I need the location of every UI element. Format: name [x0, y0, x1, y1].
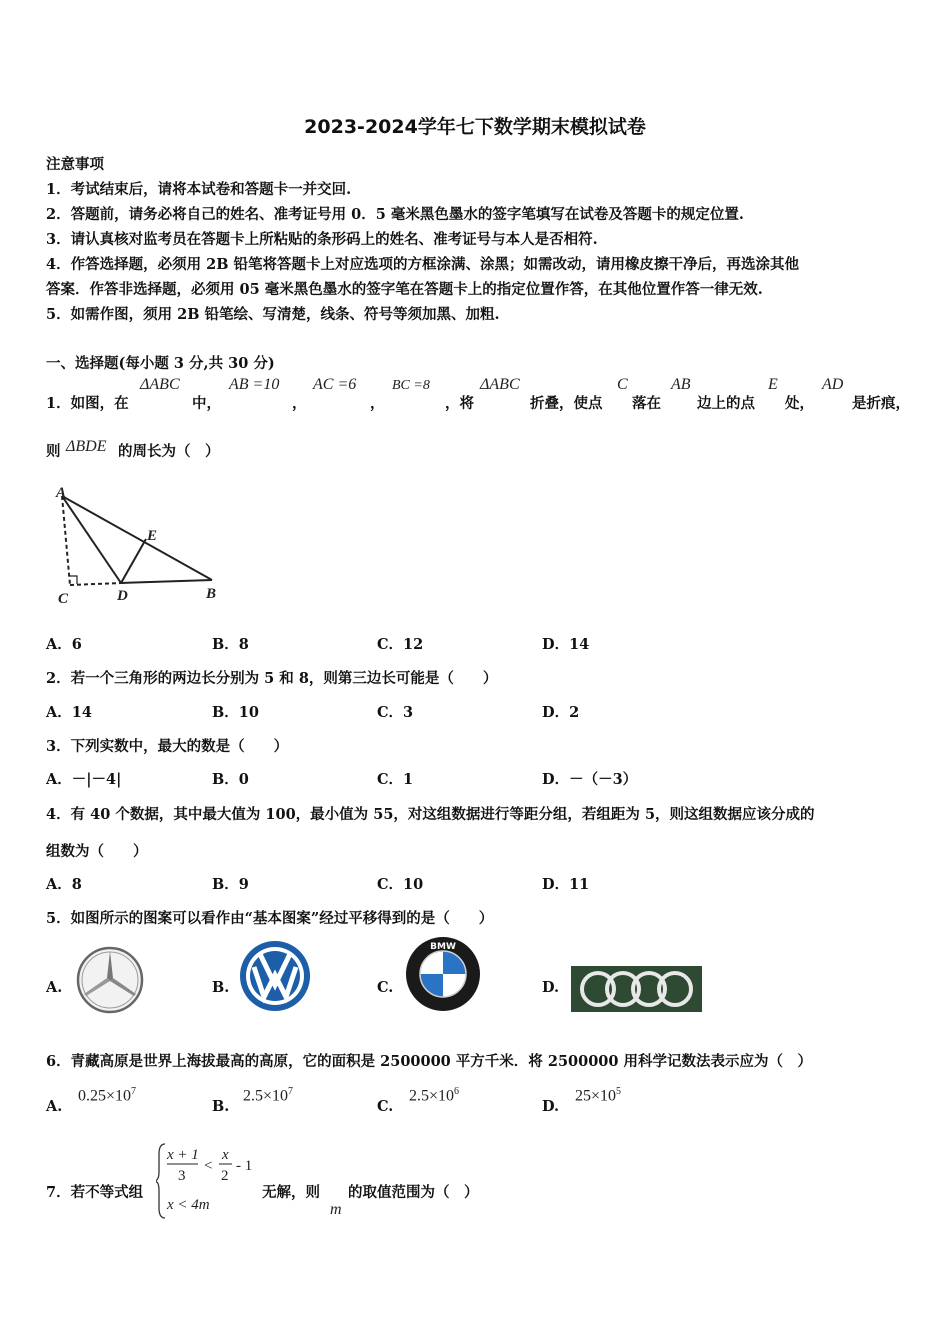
option-value: $25\times 10^5$: [575, 1086, 622, 1105]
q7-text: 无解，则: [262, 1184, 320, 1201]
q1-math: ΔABC: [480, 376, 520, 393]
option-c: C.: [377, 979, 394, 996]
ineq1-num: x + 1: [167, 1147, 199, 1163]
ineq1-rden: 2: [221, 1168, 229, 1184]
q1-text: 中，: [192, 395, 221, 412]
option-value: $2.5\times 10^7$: [243, 1086, 294, 1105]
q1-text: 处，: [785, 395, 814, 412]
ineq1-lt: <: [204, 1158, 213, 1174]
notice-item: 答案．作答非选择题，必须用 05 毫米黑色墨水的签字笔在答题卡上的指定位置作答，在其他位置作答一律无效.: [46, 281, 763, 298]
option-a: A.: [46, 979, 63, 996]
q1-math: AC =6: [313, 376, 357, 393]
q1-math: E: [768, 376, 778, 393]
mercedes-logo-icon: [75, 945, 145, 1015]
q7-text: 7．若不等式组: [46, 1184, 144, 1201]
ineq1-tail: - 1: [236, 1158, 253, 1174]
q1-text: 则: [46, 443, 61, 460]
option-b: B.: [212, 1098, 230, 1115]
vw-logo-icon: [238, 939, 312, 1013]
q1-text: 1．如图，在: [46, 395, 129, 412]
q1-text: ，: [370, 395, 385, 412]
option-a: A．6: [46, 636, 82, 653]
q1-math: BC =8: [392, 378, 430, 393]
q5-text: 5．如图所示的图案可以看作由“基本图案”经过平移得到的是（ ）: [46, 910, 494, 927]
q1-text: 是折痕，: [852, 395, 910, 412]
q1-text: 的周长为（ ）: [118, 443, 220, 460]
q3-text: 3．下列实数中，最大的数是（ ）: [46, 738, 289, 755]
option-c: C．1: [377, 771, 414, 788]
section-heading: 一、选择题(每小题 3 分,共 30 分): [46, 355, 275, 372]
notice-item: 4．作答选择题，必须用 2B 铅笔将答题卡上对应选项的方框涂满、涂黑；如需改动，请用橡皮擦干净后，再选涂其他: [46, 256, 800, 273]
q7-text: 的取值范围为（ ）: [348, 1184, 479, 1201]
option-a: A．8: [46, 876, 82, 893]
option-d: D．2: [542, 704, 580, 721]
q1-math: C: [617, 376, 628, 393]
page-title: 2023-2024学年七下数学期末模拟试卷: [304, 116, 646, 138]
q1-text: 落在: [632, 395, 661, 412]
q7-var: m: [330, 1201, 342, 1218]
q4-text: 4．有 40 个数据，其中最大值为 100，最小值为 55，对这组数据进行等距分组，若组距为 5，则这组数据应该分成的: [46, 806, 815, 823]
option-d: D.: [542, 979, 560, 996]
q1-math: AB =10: [229, 376, 280, 393]
q1-math: ΔBDE: [66, 438, 107, 455]
svg-text:BMW: BMW: [430, 942, 456, 952]
notice-heading: 注意事项: [46, 156, 104, 173]
option-b: B．0: [212, 771, 249, 788]
q1-text: ，将: [445, 395, 474, 412]
point-label: C: [58, 591, 69, 607]
ineq2: x < 4m: [167, 1197, 210, 1213]
q1-text: 边上的点: [697, 395, 755, 412]
ineq1-den: 3: [178, 1168, 186, 1184]
point-label: B: [206, 586, 217, 602]
point-label: A: [56, 485, 67, 501]
option-c: C．12: [377, 636, 424, 653]
notice-item: 1．考试结束后，请将本试卷和答题卡一并交回.: [46, 181, 352, 198]
option-b: B．10: [212, 704, 259, 721]
q6-text: 6．青藏高原是世界上海拔最高的高原，它的面积是 2500000 平方千米．将 2500000 用科学记数法表示应为（ ）: [46, 1053, 813, 1070]
option-a: A．－|－4|: [46, 771, 122, 788]
q2-text: 2．若一个三角形的两边长分别为 5 和 8，则第三边长可能是（ ）: [46, 670, 498, 687]
option-d: D．14: [542, 636, 590, 653]
option-c: C．3: [377, 704, 414, 721]
option-b: B．9: [212, 876, 249, 893]
notice-item: 3．请认真核对监考员在答题卡上所粘贴的条形码上的姓名、准考证号与本人是否相符.: [46, 231, 598, 248]
option-b: B.: [212, 979, 230, 996]
q4-text: 组数为（ ）: [46, 843, 148, 860]
q1-math: AD: [822, 376, 844, 393]
q1-math: ΔABC: [140, 376, 180, 393]
option-c: C．10: [377, 876, 424, 893]
option-c: C.: [377, 1098, 394, 1115]
notice-item: 2．答题前，请务必将自己的姓名、准考证号用 0．5 毫米黑色墨水的签字笔填写在试卷及答题卡的规定位置.: [46, 206, 744, 223]
q1-math: AB: [671, 376, 691, 393]
ineq1-rnum: x: [222, 1147, 229, 1163]
q1-text: ，: [292, 395, 307, 412]
option-d: D.: [542, 1098, 560, 1115]
notice-item: 5．如需作图，须用 2B 铅笔绘、写清楚，线条、符号等须加黑、加粗.: [46, 306, 500, 323]
option-value: $2.5\times 10^6$: [409, 1086, 460, 1105]
inequality-system: [156, 1140, 256, 1222]
point-label: D: [117, 588, 128, 604]
triangle-figure: [48, 482, 228, 607]
option-a: A．14: [46, 704, 92, 721]
option-d: D．－（－3）: [542, 771, 638, 788]
option-value: $0.25\times 10^7$: [78, 1086, 137, 1105]
q1-text: 折叠，使点: [530, 395, 603, 412]
option-a: A.: [46, 1098, 63, 1115]
bmw-logo-icon: [404, 935, 482, 1013]
option-b: B．8: [212, 636, 249, 653]
point-label: E: [147, 528, 158, 544]
option-d: D．11: [542, 876, 590, 893]
audi-logo-icon: [571, 966, 702, 1012]
